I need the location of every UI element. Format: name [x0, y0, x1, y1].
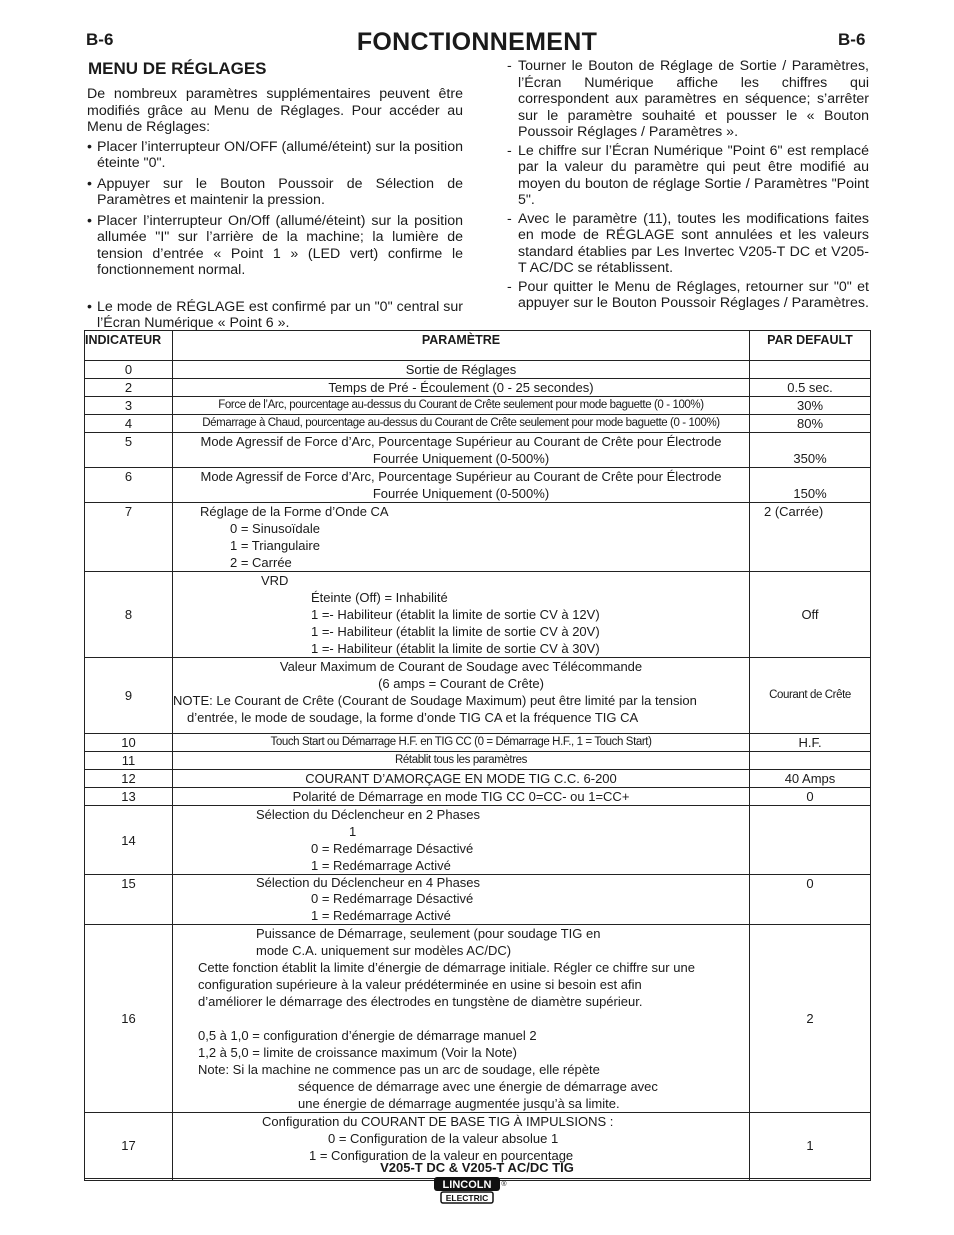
parameter-line: Temps de Pré - Écoulement (0 - 25 secondes) [328, 380, 594, 395]
indicator-cell: 7 [85, 503, 173, 572]
parameter-line: Note: Si la machine ne commence pas un arc de soudage, elle répète [198, 1062, 600, 1077]
default-cell: 1 [750, 1113, 871, 1179]
parameter-cell [173, 658, 750, 734]
parameter-line: 0,5 à 1,0 = configuration d’énergie de démarrage manuel 2 [198, 1028, 537, 1043]
table-row [85, 397, 871, 415]
parameter-line: 0 = Configuration de la valeur absolue 1 [328, 1131, 559, 1146]
parameter-line: Force de l’Arc, pourcentage au-dessus du Courant de Crête seulement pour mode baguette (0 - 100%) [218, 399, 704, 411]
parameter-line: 1 =- Habiliteur (établit la limite de sortie CV à 12V) [311, 607, 600, 622]
dash-item [507, 143, 869, 209]
parameter-line: Rétablit tous les paramètres [395, 754, 527, 766]
parameter-line: 2 = Carrée [230, 555, 292, 570]
dash-text: Le chiffre sur l’Écran Numérique "Point 6" est remplacé par la valeur du paramètre qui peut être modifié au moyen du bouton de réglage Sortie / Paramètres "Point 5". [518, 142, 869, 208]
parameter-line: une énergie de démarrage augmentée jusqu’à sa limite. [298, 1096, 620, 1111]
parameter-line: 1 = Redémarrage Activé [311, 858, 451, 873]
table-row [85, 875, 871, 925]
default-cell: Off [750, 572, 871, 658]
bullet-dot-icon: • [87, 212, 92, 229]
table-row [85, 361, 871, 379]
parameter-line: 1 = Configuration de la valeur en pourcentage [309, 1148, 574, 1163]
footer-model: V205-T DC & V205-T AC/DC TIG [380, 1160, 574, 1175]
parameter-line: Sortie de Réglages [405, 362, 517, 377]
dash-mark: - [507, 278, 512, 295]
right-column [507, 58, 869, 314]
default-cell [750, 806, 871, 875]
dash-item [507, 279, 869, 312]
parameter-cell [173, 415, 750, 433]
dash-text: Tourner le Bouton de Réglage de Sortie / Paramètres, l’Écran Numérique affiche les chiffres qui correspondent aux paramètres en séquence; s’arrêter sur le paramètre souhaité et pousser le « Bouton Poussoir Réglages / Paramètres ». [518, 58, 869, 140]
intro-paragraph: De nombreux paramètres supplémentaires peuvent être modifiés grâce au Menu de Réglages. Pour accéder au Menu de Réglages: [87, 86, 463, 135]
default-cell: 30% [750, 397, 871, 415]
section-title: MENU DE RÉGLAGES [88, 59, 267, 78]
table-row [85, 433, 871, 468]
default-cell: 40 Amps [750, 770, 871, 788]
table-row [85, 415, 871, 433]
parameter-line: Mode Agressif de Force d’Arc, Pourcentage Supérieur au Courant de Crête pour Électrode [200, 469, 722, 484]
parameter-line: Éteinte (Off) = Inhabilité [311, 590, 448, 605]
bullet-text: Appuyer sur le Bouton Poussoir de Sélection de Paramètres et maintenir la pression. [97, 175, 463, 208]
table-row [85, 752, 871, 770]
parameter-line: (6 amps = Courant de Crête) [378, 676, 544, 691]
col-header-indicator: INDICATEUR [85, 331, 173, 361]
parameter-line: Valeur Maximum de Courant de Soudage avec Télécommande [279, 659, 643, 674]
bullet-text: Le mode de RÉGLAGE est confirmé par un "0" central sur l’Écran Numérique « Point 6 ». [97, 298, 463, 331]
parameter-cell [173, 752, 750, 770]
parameter-line: Fourrée Uniquement (0-500%) [372, 486, 550, 501]
parameter-cell [173, 734, 750, 752]
bullet-item [87, 299, 463, 332]
indicator-cell: 9 [85, 658, 173, 734]
bullet-item [87, 213, 463, 279]
parameter-cell [173, 379, 750, 397]
default-cell: Courant de Crête [750, 658, 871, 734]
indicator-cell: 0 [85, 361, 173, 379]
dash-item [507, 58, 869, 141]
spacer-cell [85, 1179, 173, 1181]
parameter-cell [173, 572, 750, 658]
indicator-cell: 6 [85, 468, 173, 503]
parameter-line: VRD [261, 573, 289, 588]
table-row [85, 379, 871, 397]
indicator-cell: 15 [85, 875, 173, 925]
parameter-line: Mode Agressif de Force d’Arc, Pourcentage Supérieur au Courant de Crête pour Électrode [200, 434, 722, 449]
parameter-line: configuration supérieure à la valeur prédéterminée en usine si besoin est afin [198, 977, 642, 992]
parameter-line: Touch Start ou Démarrage H.F. en TIG CC (0 = Démarrage H.F., 1 = Touch Start) [270, 736, 652, 748]
parameter-cell [173, 788, 750, 806]
col-header-parameter: PARAMÈTRE [173, 331, 750, 361]
parameter-line: 0 = Sinusoïdale [230, 521, 320, 536]
parameter-line: Cette fonction établit la limite d’énergie de démarrage initiale. Régler ce chiffre sur une [198, 960, 695, 975]
parameter-line: 1,2 à 5,0 = limite de croissance maximum (Voir la Note) [198, 1045, 517, 1060]
table-row [85, 468, 871, 503]
indicator-cell: 14 [85, 806, 173, 875]
parameter-line: d’entrée, le mode de soudage, la forme d’onde TIG CA et la fréquence TIG CA [187, 710, 639, 725]
bullet-item [87, 176, 463, 209]
table-row [85, 572, 871, 658]
bullet-item [87, 139, 463, 172]
logo-bottom-text: ELECTRIC [445, 1193, 489, 1203]
parameter-line: Puissance de Démarrage, seulement (pour soudage TIG en [256, 926, 601, 941]
left-column [87, 86, 463, 332]
logo-mark: ® [501, 1181, 507, 1188]
parameter-line: NOTE: Le Courant de Crête (Courant de Soudage Maximum) peut être limité par la tension [173, 693, 697, 708]
parameter-line: 0 = Redémarrage Désactivé [311, 841, 474, 856]
indicator-cell: 12 [85, 770, 173, 788]
default-cell: 350% [750, 433, 871, 468]
table-row [85, 770, 871, 788]
dash-mark: - [507, 142, 512, 159]
table-row [85, 788, 871, 806]
indicator-cell: 10 [85, 734, 173, 752]
parameter-line: Sélection du Déclencheur en 2 Phases [256, 807, 481, 822]
table-row [85, 658, 871, 734]
parameter-line: d’améliorer le démarrage des électrodes en tungstène de diamètre supérieur. [198, 994, 643, 1009]
default-cell: 2 (Carrée) [750, 503, 871, 572]
spacer-cell [750, 1179, 871, 1181]
bullet-dot-icon: • [87, 298, 92, 315]
parameter-line: Configuration du COURANT DE BASE TIG À IMPULSIONS : [262, 1114, 614, 1129]
default-cell: 80% [750, 415, 871, 433]
indicator-cell: 16 [85, 925, 173, 1113]
parameter-cell [173, 361, 750, 379]
parameter-line: 1 =- Habiliteur (établit la limite de sortie CV à 30V) [311, 641, 600, 656]
bullet-text: Placer l’interrupteur On/Off (allumé/éteint) sur la position allumée "I" sur l’arrière de la machine; la lumière de tension d’entrée « Point 1 » (LED vert) confirme le fonctionnement normal. [97, 212, 463, 278]
dash-text: Pour quitter le Menu de Réglages, retourner sur "0" et appuyer sur le Bouton Poussoir Réglages / Paramètres. [518, 278, 869, 311]
parameter-line: Démarrage à Chaud, pourcentage au-dessus du Courant de Crête seulement pour mode baguette (0 - 100%) [202, 417, 720, 429]
table-row [85, 734, 871, 752]
table-row [85, 806, 871, 875]
dash-mark: - [507, 58, 512, 74]
default-cell: 0.5 sec. [750, 379, 871, 397]
page-code-left: B-6 [86, 30, 114, 49]
parameter-cell [173, 503, 750, 572]
bullet-dot-icon: • [87, 175, 92, 192]
parameter-line: mode C.A. uniquement sur modèles AC/DC) [256, 943, 512, 958]
indicator-cell: 8 [85, 572, 173, 658]
col-header-default: PAR DEFAULT [750, 331, 871, 361]
default-cell: 0 [750, 875, 871, 925]
parameter-line: 0 = Redémarrage Désactivé [311, 891, 474, 906]
page-title: FONCTIONNEMENT [356, 28, 598, 56]
default-cell: 0 [750, 788, 871, 806]
table-body [85, 361, 871, 1181]
default-cell [750, 361, 871, 379]
dash-item [507, 211, 869, 277]
default-cell: 2 [750, 925, 871, 1113]
indicator-cell: 17 [85, 1113, 173, 1179]
indicator-cell: 13 [85, 788, 173, 806]
parameter-table [84, 330, 871, 1181]
parameter-cell [173, 806, 750, 875]
table-header-row [85, 331, 871, 361]
lincoln-electric-logo [433, 1176, 509, 1204]
parameter-line: Polarité de Démarrage en mode TIG CC 0=CC- ou 1=CC+ [292, 789, 630, 804]
parameter-line: 1 =- Habiliteur (établit la limite de sortie CV à 20V) [311, 624, 600, 639]
indicator-cell: 3 [85, 397, 173, 415]
dash-mark: - [507, 210, 512, 227]
parameter-line: Fourrée Uniquement (0-500%) [372, 451, 550, 466]
page-code-right: B-6 [838, 30, 866, 49]
bullet-dot-icon: • [87, 138, 92, 155]
parameter-line: 1 = Redémarrage Activé [311, 908, 451, 923]
parameter-cell [173, 770, 750, 788]
dash-text: Avec le paramètre (11), toutes les modifications faites en mode de RÉGLAGE sont annulées et les valeurs standard établies par Les Invertec V205-T DC et V205-T AC/DC se rétablissent. [518, 210, 869, 276]
parameter-line: 1 [349, 824, 357, 839]
default-cell [750, 752, 871, 770]
parameter-line: séquence de démarrage avec une énergie de démarrage avec [298, 1079, 658, 1094]
parameter-line: 1 = Triangulaire [230, 538, 320, 553]
parameter-line: Sélection du Déclencheur en 4 Phases [256, 875, 481, 890]
parameter-line: Réglage de la Forme d’Onde CA [200, 504, 389, 519]
parameter-cell [173, 468, 750, 503]
logo-top-text: LINCOLN [442, 1179, 492, 1191]
table-row [85, 503, 871, 572]
parameter-cell [173, 433, 750, 468]
parameter-line [173, 1010, 749, 1027]
bullet-text: Placer l’interrupteur ON/OFF (allumé/éteint) sur la position éteinte "0". [97, 138, 463, 171]
parameter-cell [173, 875, 750, 925]
indicator-cell: 2 [85, 379, 173, 397]
parameter-cell [173, 397, 750, 415]
default-cell: H.F. [750, 734, 871, 752]
indicator-cell: 4 [85, 415, 173, 433]
parameter-line: COURANT D’AMORÇAGE EN MODE TIG C.C. 6-200 [305, 771, 617, 786]
table-row [85, 925, 871, 1113]
indicator-cell: 11 [85, 752, 173, 770]
indicator-cell: 5 [85, 433, 173, 468]
parameter-cell [173, 925, 750, 1113]
default-cell: 150% [750, 468, 871, 503]
